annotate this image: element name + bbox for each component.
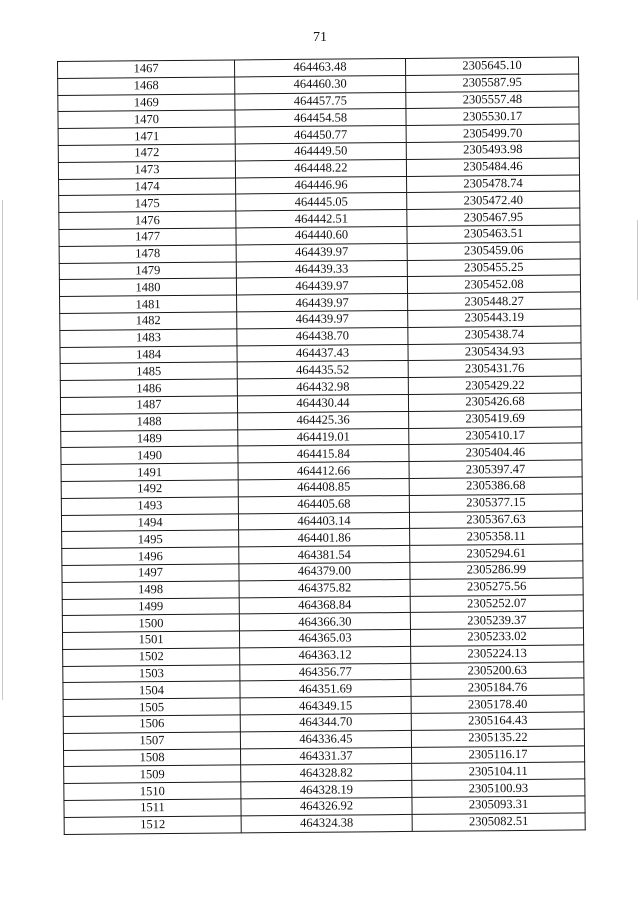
x-coordinate-cell: 464449.50 — [235, 142, 406, 160]
x-coordinate-cell: 464439.97 — [236, 277, 407, 295]
scan-margin-line — [637, 220, 638, 300]
y-coordinate-cell: 2305484.46 — [406, 158, 579, 176]
page-number: 71 — [313, 30, 327, 45]
point-number-cell: 1500 — [62, 614, 239, 632]
y-coordinate-cell: 2305410.17 — [409, 426, 582, 444]
y-coordinate-cell: 2305224.13 — [411, 645, 584, 663]
x-coordinate-cell: 464379.00 — [239, 562, 410, 580]
x-coordinate-cell: 464415.84 — [238, 445, 409, 463]
y-coordinate-cell: 2305419.69 — [409, 410, 582, 428]
point-number-cell: 1472 — [58, 144, 235, 162]
y-coordinate-cell: 2305463.51 — [407, 225, 580, 243]
x-coordinate-cell: 464324.38 — [241, 814, 412, 832]
y-coordinate-cell: 2305104.11 — [412, 762, 585, 780]
y-coordinate-cell: 2305404.46 — [409, 443, 582, 461]
y-coordinate-cell: 2305233.02 — [410, 628, 583, 646]
y-coordinate-cell: 2305426.68 — [408, 393, 581, 411]
x-coordinate-cell: 464365.03 — [239, 630, 410, 648]
point-number-cell: 1510 — [64, 782, 241, 800]
point-number-cell: 1501 — [62, 631, 239, 649]
y-coordinate-cell: 2305455.25 — [407, 259, 580, 277]
x-coordinate-cell: 464430.44 — [237, 394, 408, 412]
point-number-cell: 1483 — [60, 329, 237, 347]
point-number-cell: 1487 — [60, 396, 237, 414]
point-number-cell: 1474 — [59, 178, 236, 196]
point-number-cell: 1479 — [59, 262, 236, 280]
point-number-cell: 1476 — [59, 211, 236, 229]
x-coordinate-cell: 464432.98 — [237, 378, 408, 396]
y-coordinate-cell: 2305116.17 — [412, 746, 585, 764]
x-coordinate-cell: 464405.68 — [238, 495, 409, 513]
y-coordinate-cell: 2305397.47 — [409, 460, 582, 478]
x-coordinate-cell: 464375.82 — [239, 579, 410, 597]
coordinates-table — [57, 56, 586, 834]
point-number-cell: 1468 — [58, 77, 235, 95]
point-number-cell: 1480 — [59, 278, 236, 296]
y-coordinate-cell: 2305135.22 — [411, 729, 584, 747]
y-coordinate-cell: 2305358.11 — [410, 527, 583, 545]
point-number-cell: 1509 — [64, 765, 241, 783]
y-coordinate-cell: 2305239.37 — [410, 611, 583, 629]
x-coordinate-cell: 464446.96 — [236, 176, 407, 194]
x-coordinate-cell: 464454.58 — [235, 109, 406, 127]
y-coordinate-cell: 2305184.76 — [411, 678, 584, 696]
point-number-cell: 1491 — [61, 463, 238, 481]
point-number-cell: 1511 — [64, 799, 241, 817]
y-coordinate-cell: 2305429.22 — [408, 376, 581, 394]
x-coordinate-cell: 464457.75 — [235, 92, 406, 110]
point-number-cell: 1507 — [63, 732, 240, 750]
x-coordinate-cell: 464460.30 — [235, 75, 406, 93]
x-coordinate-cell: 464356.77 — [240, 663, 411, 681]
y-coordinate-cell: 2305434.93 — [408, 342, 581, 360]
point-number-cell: 1475 — [59, 194, 236, 212]
point-number-cell: 1503 — [63, 665, 240, 683]
y-coordinate-cell: 2305178.40 — [411, 695, 584, 713]
y-coordinate-cell: 2305275.56 — [410, 578, 583, 596]
x-coordinate-cell: 464439.33 — [236, 260, 407, 278]
point-number-cell: 1473 — [58, 161, 235, 179]
coordinates-table-container — [57, 58, 578, 835]
x-coordinate-cell: 464351.69 — [240, 680, 411, 698]
y-coordinate-cell: 2305499.70 — [406, 124, 579, 142]
point-number-cell: 1497 — [62, 564, 239, 582]
table-body — [58, 57, 586, 834]
x-coordinate-cell: 464401.86 — [239, 529, 410, 547]
point-number-cell: 1495 — [62, 530, 239, 548]
x-coordinate-cell: 464366.30 — [239, 613, 410, 631]
point-number-cell: 1469 — [58, 94, 235, 112]
x-coordinate-cell: 464363.12 — [240, 646, 411, 664]
x-coordinate-cell: 464344.70 — [240, 714, 411, 732]
point-number-cell: 1496 — [62, 547, 239, 565]
x-coordinate-cell: 464438.70 — [237, 327, 408, 345]
point-number-cell: 1499 — [62, 597, 239, 615]
y-coordinate-cell: 2305467.95 — [407, 208, 580, 226]
y-coordinate-cell: 2305200.63 — [411, 662, 584, 680]
x-coordinate-cell: 464439.97 — [237, 310, 408, 328]
x-coordinate-cell: 464368.84 — [239, 596, 410, 614]
y-coordinate-cell: 2305530.17 — [406, 107, 579, 125]
y-coordinate-cell: 2305252.07 — [410, 594, 583, 612]
point-number-cell: 1478 — [59, 245, 236, 263]
point-number-cell: 1494 — [61, 513, 238, 531]
point-number-cell: 1502 — [63, 648, 240, 666]
x-coordinate-cell: 464463.48 — [234, 58, 405, 76]
point-number-cell: 1492 — [61, 480, 238, 498]
y-coordinate-cell: 2305367.63 — [409, 510, 582, 528]
y-coordinate-cell: 2305472.40 — [407, 191, 580, 209]
point-number-cell: 1493 — [61, 497, 238, 515]
point-number-cell: 1470 — [58, 110, 235, 128]
point-number-cell: 1471 — [58, 127, 235, 145]
point-number-cell: 1508 — [64, 749, 241, 767]
y-coordinate-cell: 2305438.74 — [408, 326, 581, 344]
table-row — [64, 813, 585, 834]
point-number-cell: 1484 — [60, 345, 237, 363]
y-coordinate-cell: 2305093.31 — [412, 796, 585, 814]
y-coordinate-cell: 2305645.10 — [405, 57, 578, 75]
point-number-cell: 1512 — [64, 816, 241, 834]
x-coordinate-cell: 464445.05 — [236, 193, 407, 211]
x-coordinate-cell: 464425.36 — [238, 411, 409, 429]
x-coordinate-cell: 464326.92 — [241, 797, 412, 815]
x-coordinate-cell: 464439.97 — [237, 294, 408, 312]
x-coordinate-cell: 464381.54 — [239, 546, 410, 564]
x-coordinate-cell: 464403.14 — [238, 512, 409, 530]
y-coordinate-cell: 2305100.93 — [412, 779, 585, 797]
x-coordinate-cell: 464439.97 — [236, 243, 407, 261]
x-coordinate-cell: 464328.82 — [241, 764, 412, 782]
y-coordinate-cell: 2305478.74 — [407, 175, 580, 193]
point-number-cell: 1504 — [63, 681, 240, 699]
y-coordinate-cell: 2305377.15 — [409, 494, 582, 512]
point-number-cell: 1505 — [63, 698, 240, 716]
point-number-cell: 1498 — [62, 581, 239, 599]
x-coordinate-cell: 464328.19 — [241, 781, 412, 799]
y-coordinate-cell: 2305587.95 — [406, 74, 579, 92]
point-number-cell: 1467 — [58, 60, 235, 78]
point-number-cell: 1489 — [61, 429, 238, 447]
point-number-cell: 1488 — [61, 413, 238, 431]
x-coordinate-cell: 464412.66 — [238, 462, 409, 480]
scan-margin-line — [2, 200, 3, 700]
point-number-cell: 1485 — [60, 362, 237, 380]
point-number-cell: 1482 — [60, 312, 237, 330]
y-coordinate-cell: 2305431.76 — [408, 359, 581, 377]
x-coordinate-cell: 464349.15 — [240, 697, 411, 715]
x-coordinate-cell: 464448.22 — [235, 159, 406, 177]
x-coordinate-cell: 464440.60 — [236, 226, 407, 244]
y-coordinate-cell: 2305557.48 — [406, 91, 579, 109]
x-coordinate-cell: 464435.52 — [237, 361, 408, 379]
point-number-cell: 1486 — [60, 379, 237, 397]
x-coordinate-cell: 464442.51 — [236, 210, 407, 228]
y-coordinate-cell: 2305443.19 — [408, 309, 581, 327]
y-coordinate-cell: 2305386.68 — [409, 477, 582, 495]
x-coordinate-cell: 464331.37 — [241, 747, 412, 765]
x-coordinate-cell: 464450.77 — [235, 126, 406, 144]
point-number-cell: 1481 — [60, 295, 237, 313]
y-coordinate-cell: 2305294.61 — [410, 544, 583, 562]
x-coordinate-cell: 464408.85 — [238, 478, 409, 496]
x-coordinate-cell: 464336.45 — [240, 730, 411, 748]
y-coordinate-cell: 2305082.51 — [412, 813, 585, 831]
point-number-cell: 1506 — [63, 715, 240, 733]
y-coordinate-cell: 2305286.99 — [410, 561, 583, 579]
y-coordinate-cell: 2305459.06 — [407, 242, 580, 260]
y-coordinate-cell: 2305448.27 — [408, 292, 581, 310]
point-number-cell: 1490 — [61, 446, 238, 464]
point-number-cell: 1477 — [59, 228, 236, 246]
x-coordinate-cell: 464419.01 — [238, 428, 409, 446]
y-coordinate-cell: 2305452.08 — [407, 275, 580, 293]
y-coordinate-cell: 2305164.43 — [411, 712, 584, 730]
y-coordinate-cell: 2305493.98 — [406, 141, 579, 159]
x-coordinate-cell: 464437.43 — [237, 344, 408, 362]
